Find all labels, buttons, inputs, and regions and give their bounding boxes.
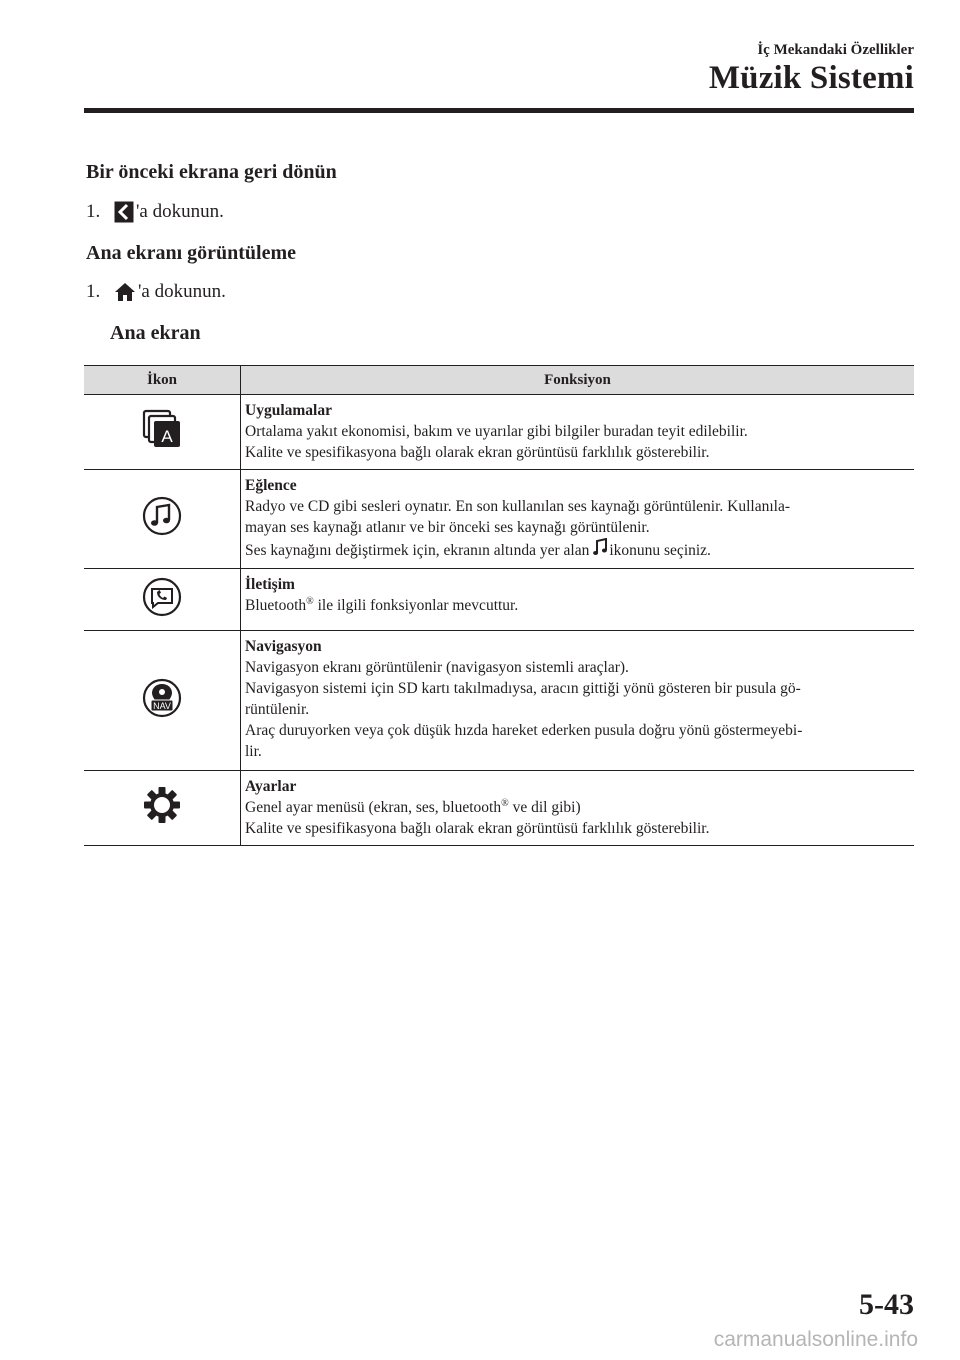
svg-text:A: A: [161, 427, 173, 446]
icon-cell: [84, 771, 241, 846]
table-header-row: [84, 366, 914, 395]
table-row: [84, 470, 914, 569]
function-line: mayan ses kaynağı atlanır ve bir önceki ses kaynağı görüntülenir.: [245, 519, 650, 536]
function-table: [84, 365, 914, 846]
function-line: [245, 595, 908, 616]
header-rule: [84, 108, 914, 113]
column-header-function: Fonksiyon: [241, 366, 915, 395]
function-title: Eğlence: [245, 477, 297, 494]
function-cell: [241, 771, 915, 846]
function-line: Navigasyon sistemi için SD kartı takılmadıysa, aracın gittiği yönü gösteren bir pusula gö-: [245, 680, 801, 697]
step-text: 'a dokunun.: [136, 201, 224, 222]
function-cell: [241, 395, 915, 470]
function-title: Navigasyon: [245, 638, 322, 655]
home-section-heading: Ana ekranı görüntüleme: [86, 242, 296, 264]
function-title: İletişim: [245, 576, 295, 593]
registered-mark: ®: [306, 595, 314, 607]
table-row: [84, 771, 914, 846]
table-row: [84, 569, 914, 631]
nav-icon-label: NAV: [153, 700, 171, 711]
home-step: [86, 281, 226, 303]
applications-icon: [142, 427, 182, 453]
home-icon: [114, 281, 136, 303]
chevron-left-icon: [114, 201, 134, 223]
note-after: ikonunu seçiniz.: [609, 541, 711, 559]
function-text: ve dil gibi): [508, 799, 581, 816]
bluetooth-text: Bluetooth: [245, 597, 307, 614]
step-number: 1.: [86, 281, 101, 302]
function-line: Kalite ve spesifikasyona bağlı olarak ekran görüntüsü farklılık gösterebilir.: [245, 820, 710, 837]
function-title: Ayarlar: [245, 778, 297, 795]
function-line: rüntülenir.: [245, 701, 310, 718]
function-line: Araç duruyorken veya çok düşük hızda hareket ederken pusula doğru yönü göstermeyebi-: [245, 722, 803, 739]
function-text: ile ilgili fonksiyonlar mevcuttur.: [313, 597, 519, 614]
function-line: Navigasyon ekranı görüntülenir (navigasyon sistemli araçlar).: [245, 659, 629, 676]
function-note: [245, 538, 711, 562]
table-row: [84, 395, 914, 470]
function-text: Genel ayar menüsü (ekran, ses, bluetooth: [245, 799, 502, 816]
icon-cell: [84, 395, 241, 470]
page-title: Müzik Sistemi: [708, 60, 914, 96]
function-title: Uygulamalar: [245, 402, 332, 419]
function-cell: [241, 631, 915, 771]
function-line: Radyo ve CD gibi sesleri oynatır. En son kullanılan ses kaynağı görüntülenir. Kullanıla-: [245, 498, 790, 515]
icon-cell: [84, 470, 241, 569]
page-number: 5-43: [859, 1288, 914, 1321]
navigation-icon: [142, 700, 182, 722]
music-note-icon: [593, 538, 607, 562]
home-screen-subheading: Ana ekran: [110, 322, 201, 344]
function-cell: [241, 470, 915, 569]
icon-cell: [84, 631, 241, 771]
step-text: 'a dokunun.: [138, 281, 226, 302]
music-note-icon: [142, 523, 182, 540]
header-section-label: İç Mekandaki Özellikler: [757, 42, 914, 58]
registered-mark: ®: [501, 797, 509, 809]
step-number: 1.: [86, 201, 101, 222]
icon-cell: [84, 569, 241, 631]
table-row: [84, 631, 914, 771]
note-before: Ses kaynağını değiştirmek için, ekranın altında yer alan: [245, 541, 590, 559]
function-line: Ortalama yakıt ekonomisi, bakım ve uyarılar gibi bilgiler buradan teyit edilebilir.: [245, 423, 748, 440]
function-cell: [241, 569, 915, 631]
settings-gear-icon: [142, 812, 182, 829]
function-line: [245, 797, 908, 818]
back-step: [86, 201, 224, 223]
watermark: carmanualsonline.info: [713, 1328, 918, 1351]
back-section-heading: Bir önceki ekrana geri dönün: [86, 161, 337, 183]
communication-icon: [142, 604, 182, 621]
function-line: Kalite ve spesifikasyona bağlı olarak ekran görüntüsü farklılık gösterebilir.: [245, 444, 710, 461]
column-header-icon: İkon: [84, 366, 241, 395]
function-line: lir.: [245, 743, 262, 760]
